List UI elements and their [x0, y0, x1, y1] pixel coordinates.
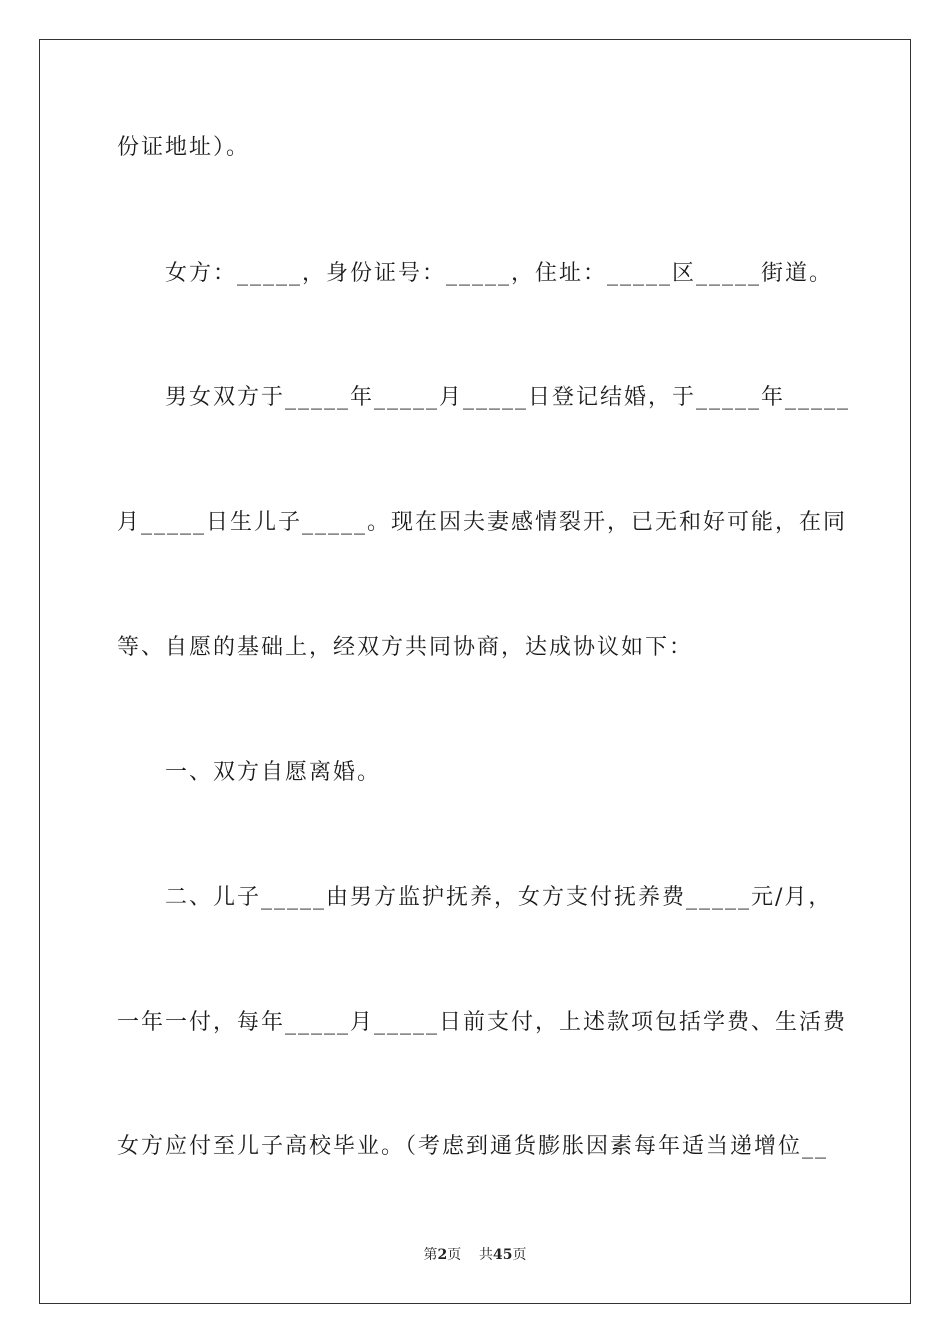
page-suffix: 页 — [447, 1247, 462, 1263]
page-footer — [0, 1245, 950, 1265]
document-line: 女方：_____，身份证号：_____，住址：_____区_____街道。 — [165, 261, 834, 286]
document-line: 二、儿子_____由男方监护抚养，女方支付抚养费_____元/月， — [165, 885, 833, 910]
total-prefix: 共 — [479, 1247, 494, 1263]
document-line: 份证地址）。 — [117, 135, 251, 160]
page-current: 2 — [437, 1247, 448, 1263]
document-line: 一、双方自愿离婚。 — [165, 760, 382, 785]
document-line: 女方应付至儿子高校毕业。（考虑到通货膨胀因素每年适当递增位__ — [117, 1134, 829, 1159]
page-total: 45 — [493, 1247, 513, 1263]
document-line: 一年一付，每年_____月_____日前支付，上述款项包括学费、生活费 — [117, 1010, 848, 1035]
total-suffix: 页 — [512, 1247, 527, 1263]
document-line: 月_____日生儿子_____。现在因夫妻感情裂开，已无和好可能，在同 — [117, 510, 848, 535]
page-border — [39, 39, 911, 1304]
document-line: 等、自愿的基础上，经双方共同协商，达成协议如下： — [117, 635, 694, 660]
document-line: 男女双方于_____年_____月_____日登记结婚，于_____年_____ — [165, 385, 851, 410]
page-prefix: 第 — [423, 1247, 438, 1263]
